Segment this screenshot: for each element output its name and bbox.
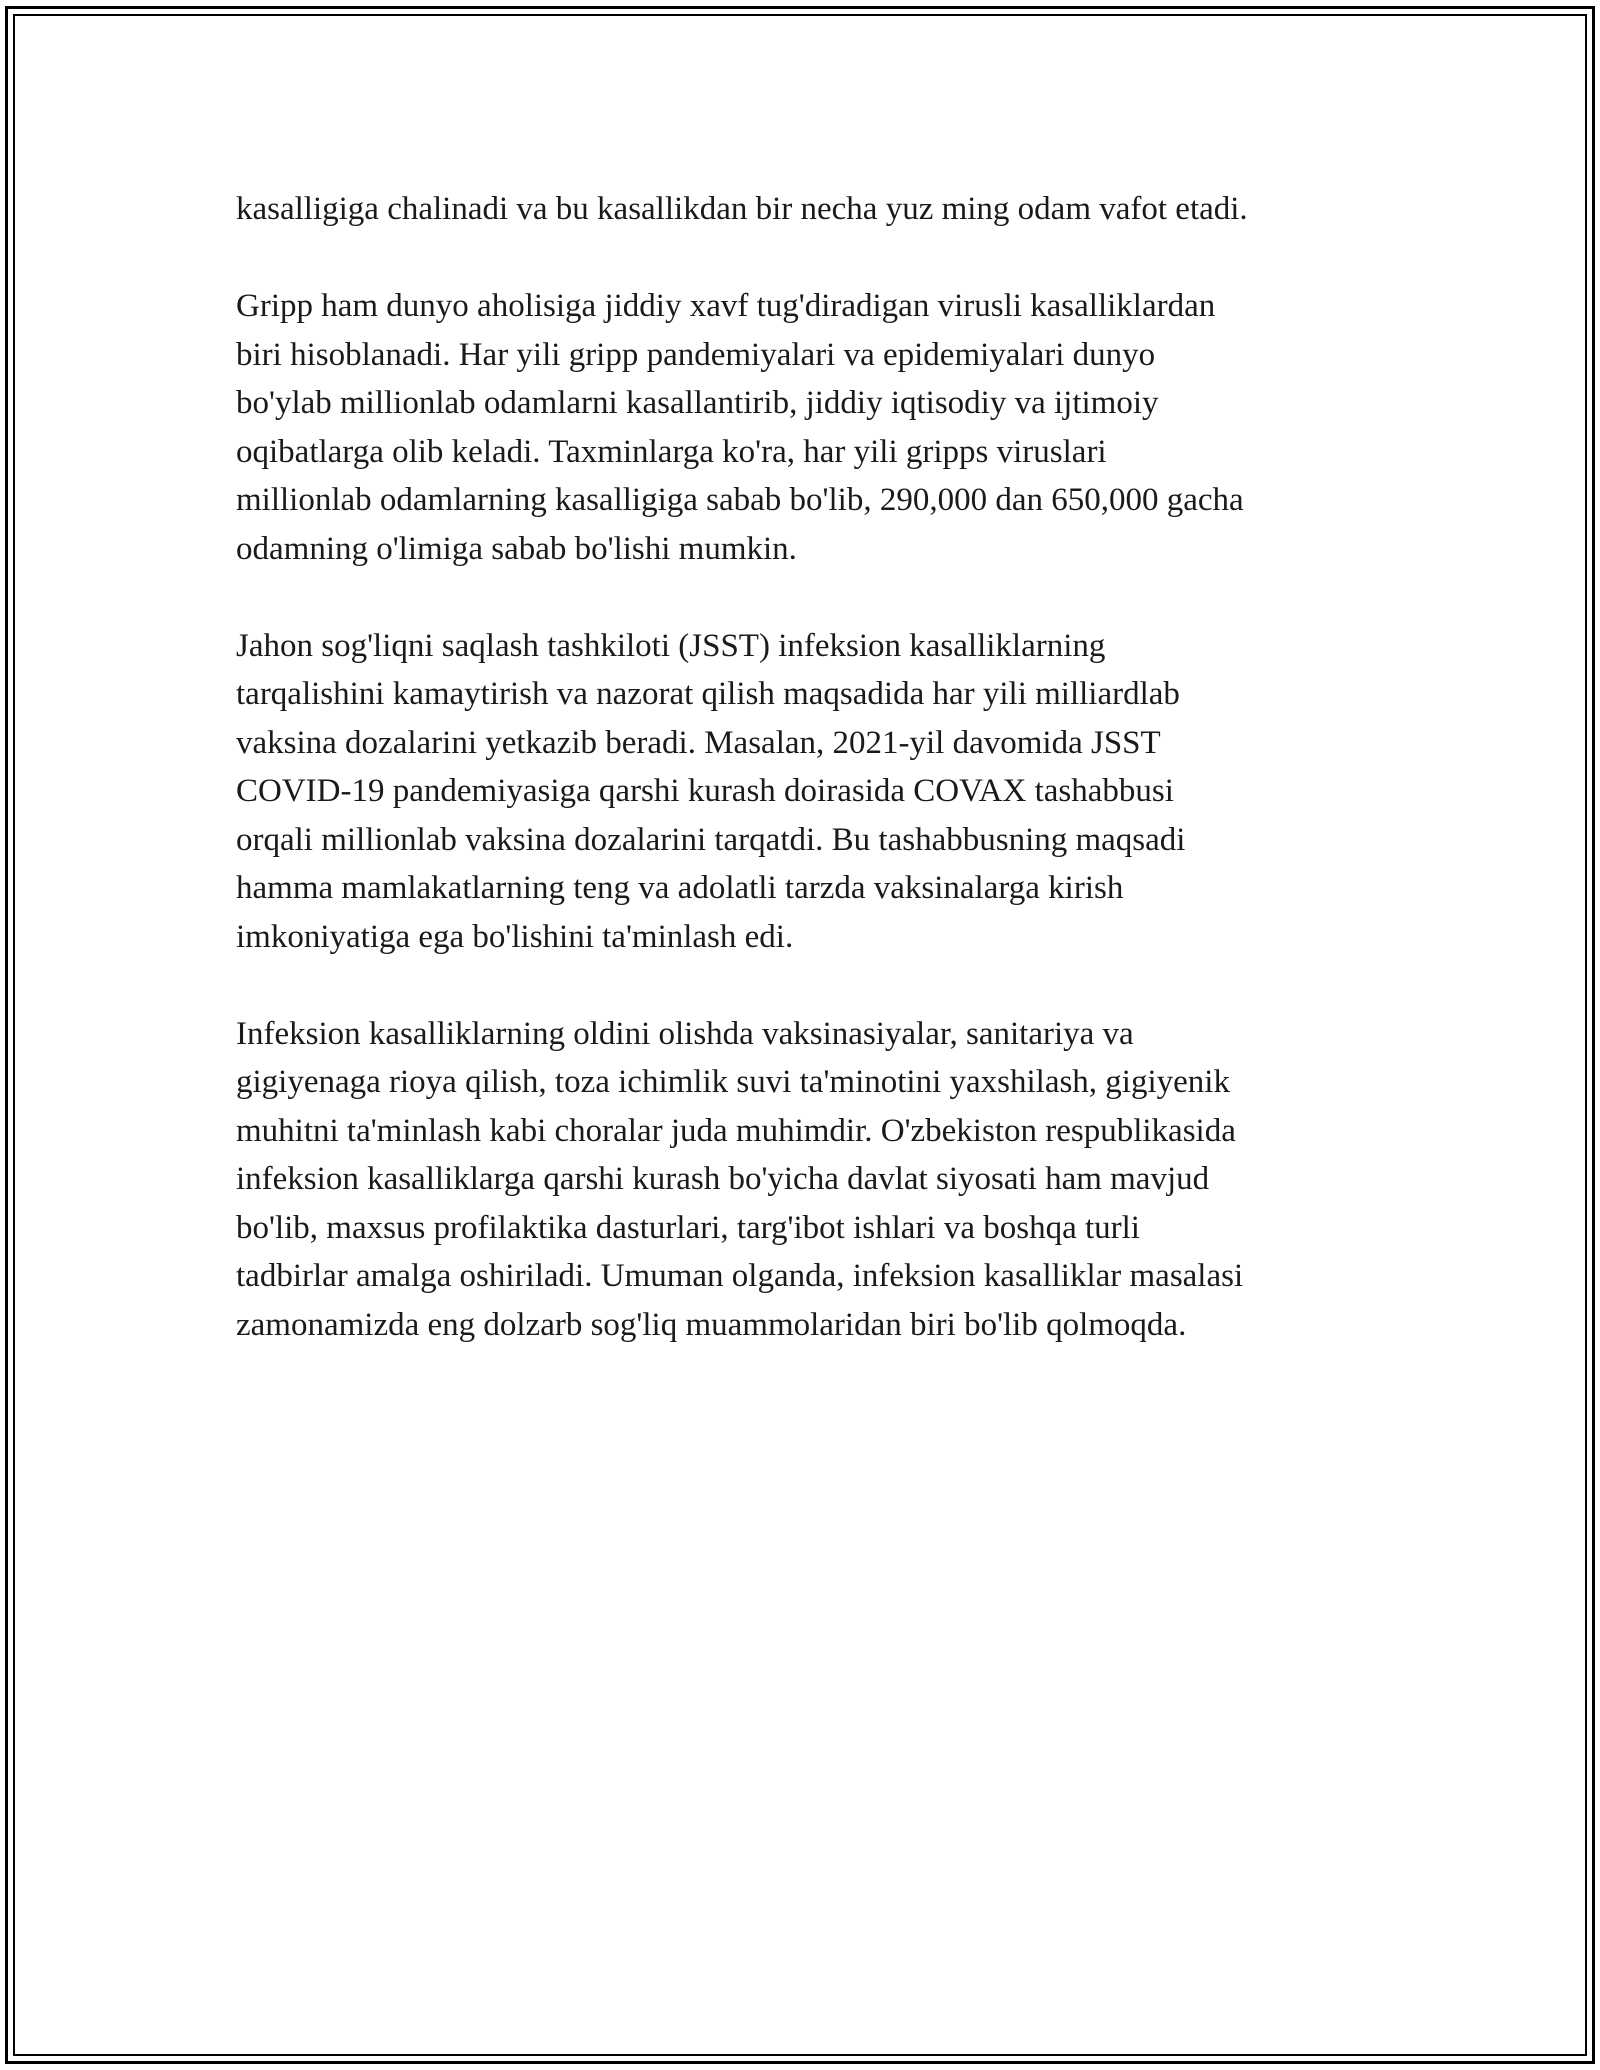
text-line: bo'ylab millionlab odamlarni kasallantirib, jiddiy iqtisodiy va ijtimoiy: [236, 385, 1159, 421]
text-line: odamning o'limiga sabab bo'lishi mumkin.: [236, 530, 797, 567]
text-line: tarqalishini kamaytirish va nazorat qilish maqsadida har yili milliardlab: [236, 676, 1180, 712]
text-line: Gripp ham dunyo aholisiga jiddiy xavf tug'diradigan virusli kasalliklardan: [236, 288, 1216, 324]
text-line: millionlab odamlarning kasalligiga sabab bo'lib, 290,000 dan 650,000 gacha: [236, 482, 1244, 518]
paragraph-4: [236, 1010, 1396, 1350]
text-line: Infeksion kasalliklarning oldini olishda vaksinasiyalar, sanitariya va: [236, 1015, 1134, 1052]
text-line: biri hisoblanadi. Har yili gripp pandemiyalari va epidemiyalari dunyo: [236, 336, 1156, 373]
text-line: bo'lib, maxsus profilaktika dasturlari, targ'ibot ishlari va boshqa turli: [236, 1209, 1140, 1246]
paragraph-2: [236, 282, 1396, 573]
text-line: orqali millionlab vaksina dozalarini tarqatdi. Bu tashabbusning maqsadi: [236, 821, 1186, 858]
document-body: [236, 185, 1396, 1398]
text-line: Jahon sog'liqni saqlash tashkiloti (JSST) infeksion kasalliklarning: [236, 627, 1106, 664]
text-line: oqibatlarga olib keladi. Taxminlarga ko'ra, har yili gripps viruslari: [236, 433, 1107, 470]
text-line: infeksion kasalliklarga qarshi kurash bo'yicha davlat siyosati ham mavjud: [236, 1161, 1210, 1197]
text-line: kasalligiga chalinadi va bu kasallikdan bir necha yuz ming odam vafot etadi.: [236, 191, 1248, 227]
paragraph-1: [236, 185, 1396, 234]
paragraph-3: [236, 622, 1396, 962]
text-line: vaksina dozalarini yetkazib beradi. Masalan, 2021-yil davomida JSST: [236, 724, 1161, 761]
text-line: muhitni ta'minlash kabi choralar juda muhimdir. O'zbekiston respublikasida: [236, 1112, 1236, 1149]
text-line: hamma mamlakatlarning teng va adolatli tarzda vaksinalarga kirish: [236, 870, 1124, 906]
text-line: COVID-19 pandemiyasiga qarshi kurash doirasida COVAX tashabbusi: [236, 773, 1174, 809]
text-line: tadbirlar amalga oshiriladi. Umuman olganda, infeksion kasalliklar masalasi: [236, 1258, 1244, 1294]
text-line: imkoniyatiga ega bo'lishini ta'minlash edi.: [236, 918, 794, 955]
text-line: gigiyenaga rioya qilish, toza ichimlik suvi ta'minotini yaxshilash, gigiyenik: [236, 1064, 1230, 1100]
text-line: zamonamizda eng dolzarb sog'liq muammolaridan biri bo'lib qolmoqda.: [236, 1306, 1187, 1343]
